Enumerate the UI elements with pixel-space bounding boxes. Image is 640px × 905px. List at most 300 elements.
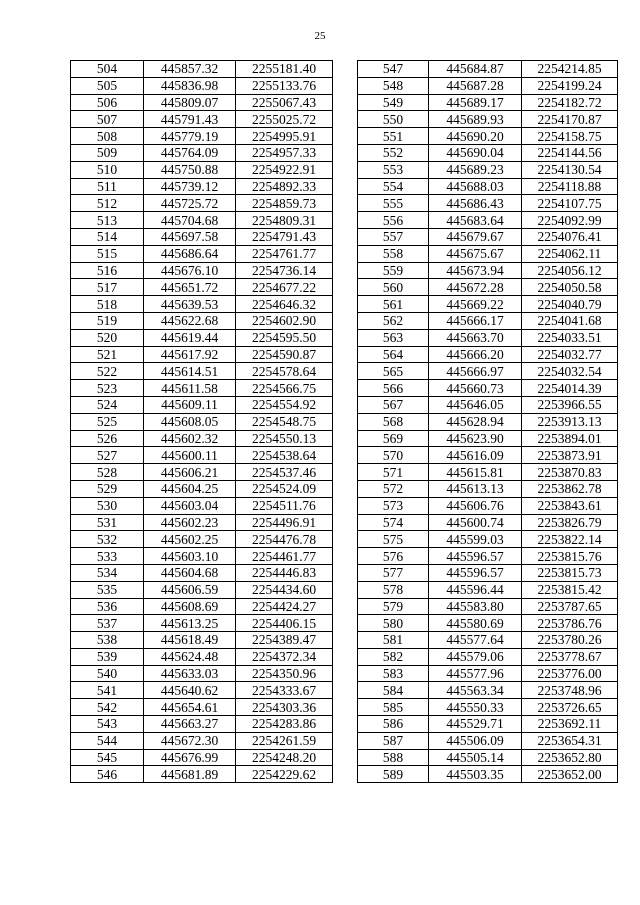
y-coordinate-cell: 2254333.67 [236,682,333,699]
table-row [71,245,333,262]
x-coordinate-cell: 445606.76 [429,497,522,514]
point-number-cell: 540 [71,665,144,682]
y-coordinate-cell: 2254056.12 [522,262,618,279]
point-number-cell: 531 [71,514,144,531]
table-row [358,329,618,346]
point-number-cell: 557 [358,228,429,245]
table-row [71,531,333,548]
y-coordinate-cell: 2253815.42 [522,581,618,598]
x-coordinate-cell: 445613.13 [429,480,522,497]
point-number-cell: 577 [358,564,429,581]
y-coordinate-cell: 2254476.78 [236,531,333,548]
y-coordinate-cell: 2254350.96 [236,665,333,682]
table-row [71,514,333,531]
table-row [71,195,333,212]
x-coordinate-cell: 445617.92 [144,346,236,363]
x-coordinate-cell: 445599.03 [429,531,522,548]
y-coordinate-cell: 2254859.73 [236,195,333,212]
y-coordinate-cell: 2254229.62 [236,766,333,783]
point-number-cell: 570 [358,447,429,464]
x-coordinate-cell: 445628.94 [429,413,522,430]
table-row [71,380,333,397]
x-coordinate-cell: 445616.09 [429,447,522,464]
y-coordinate-cell: 2253873.91 [522,447,618,464]
y-coordinate-cell: 2255181.40 [236,61,333,78]
x-coordinate-cell: 445529.71 [429,716,522,733]
table-row [358,766,618,783]
point-number-cell: 529 [71,480,144,497]
x-coordinate-cell: 445764.09 [144,144,236,161]
y-coordinate-cell: 2254406.15 [236,615,333,632]
x-coordinate-cell: 445583.80 [429,598,522,615]
table-row [358,228,618,245]
x-coordinate-cell: 445666.17 [429,312,522,329]
table-row [358,245,618,262]
x-coordinate-cell: 445660.73 [429,380,522,397]
table-row [71,548,333,565]
table-row [358,61,618,78]
table-row [358,380,618,397]
table-row [358,598,618,615]
point-number-cell: 520 [71,329,144,346]
x-coordinate-cell: 445809.07 [144,94,236,111]
x-coordinate-cell: 445613.25 [144,615,236,632]
x-coordinate-cell: 445651.72 [144,279,236,296]
table-row [71,363,333,380]
point-number-cell: 559 [358,262,429,279]
table-row [71,312,333,329]
x-coordinate-cell: 445688.03 [429,178,522,195]
table-row [71,329,333,346]
y-coordinate-cell: 2254602.90 [236,312,333,329]
table-row [71,262,333,279]
point-number-cell: 534 [71,564,144,581]
table-row [71,598,333,615]
table-row [358,497,618,514]
y-coordinate-cell: 2254677.22 [236,279,333,296]
x-coordinate-cell: 445672.28 [429,279,522,296]
x-coordinate-cell: 445689.17 [429,94,522,111]
table-row [358,581,618,598]
table-row [358,77,618,94]
x-coordinate-cell: 445676.10 [144,262,236,279]
x-coordinate-cell: 445619.44 [144,329,236,346]
point-number-cell: 552 [358,144,429,161]
y-coordinate-cell: 2254107.75 [522,195,618,212]
point-number-cell: 521 [71,346,144,363]
y-coordinate-cell: 2253652.80 [522,749,618,766]
table-row [358,480,618,497]
table-row [71,144,333,161]
x-coordinate-cell: 445673.94 [429,262,522,279]
y-coordinate-cell: 2254283.86 [236,716,333,733]
point-number-cell: 516 [71,262,144,279]
x-coordinate-cell: 445791.43 [144,111,236,128]
table-row [358,699,618,716]
coordinates-table-right [357,60,618,783]
table-row [358,682,618,699]
y-coordinate-cell: 2254182.72 [522,94,618,111]
point-number-cell: 515 [71,245,144,262]
y-coordinate-cell: 2253966.55 [522,396,618,413]
point-number-cell: 512 [71,195,144,212]
y-coordinate-cell: 2253654.31 [522,732,618,749]
y-coordinate-cell: 2254214.85 [522,61,618,78]
x-coordinate-cell: 445596.57 [429,548,522,565]
x-coordinate-cell: 445563.34 [429,682,522,699]
y-coordinate-cell: 2254076.41 [522,228,618,245]
point-number-cell: 528 [71,464,144,481]
table-row [358,413,618,430]
point-number-cell: 508 [71,128,144,145]
point-number-cell: 505 [71,77,144,94]
table-row [71,346,333,363]
point-number-cell: 511 [71,178,144,195]
x-coordinate-cell: 445687.28 [429,77,522,94]
point-number-cell: 579 [358,598,429,615]
point-number-cell: 522 [71,363,144,380]
point-number-cell: 542 [71,699,144,716]
table-row [71,648,333,665]
y-coordinate-cell: 2254461.77 [236,548,333,565]
x-coordinate-cell: 445836.98 [144,77,236,94]
x-coordinate-cell: 445663.27 [144,716,236,733]
y-coordinate-cell: 2254590.87 [236,346,333,363]
y-coordinate-cell: 2254424.27 [236,598,333,615]
table-row [71,212,333,229]
y-coordinate-cell: 2255067.43 [236,94,333,111]
table-row [71,665,333,682]
x-coordinate-cell: 445624.48 [144,648,236,665]
point-number-cell: 563 [358,329,429,346]
point-number-cell: 561 [358,296,429,313]
y-coordinate-cell: 2254554.92 [236,396,333,413]
y-coordinate-cell: 2253780.26 [522,632,618,649]
y-coordinate-cell: 2254446.83 [236,564,333,581]
y-coordinate-cell: 2254511.76 [236,497,333,514]
table-row [71,564,333,581]
point-number-cell: 504 [71,61,144,78]
x-coordinate-cell: 445606.21 [144,464,236,481]
table-row [358,548,618,565]
y-coordinate-cell: 2254809.31 [236,212,333,229]
y-coordinate-cell: 2254248.20 [236,749,333,766]
y-coordinate-cell: 2253822.14 [522,531,618,548]
table-row [358,111,618,128]
table-row [358,262,618,279]
table-row [71,279,333,296]
x-coordinate-cell: 445622.68 [144,312,236,329]
table-row [358,178,618,195]
x-coordinate-cell: 445577.64 [429,632,522,649]
y-coordinate-cell: 2255133.76 [236,77,333,94]
point-number-cell: 564 [358,346,429,363]
y-coordinate-cell: 2254144.56 [522,144,618,161]
point-number-cell: 548 [358,77,429,94]
y-coordinate-cell: 2254595.50 [236,329,333,346]
table-row [358,296,618,313]
table-row [358,161,618,178]
point-number-cell: 507 [71,111,144,128]
table-row [71,128,333,145]
point-number-cell: 578 [358,581,429,598]
x-coordinate-cell: 445577.96 [429,665,522,682]
x-coordinate-cell: 445615.81 [429,464,522,481]
x-coordinate-cell: 445686.64 [144,245,236,262]
y-coordinate-cell: 2253843.61 [522,497,618,514]
x-coordinate-cell: 445684.87 [429,61,522,78]
x-coordinate-cell: 445676.99 [144,749,236,766]
table-row [71,749,333,766]
y-coordinate-cell: 2254537.46 [236,464,333,481]
point-number-cell: 562 [358,312,429,329]
x-coordinate-cell: 445550.33 [429,699,522,716]
y-coordinate-cell: 2254158.75 [522,128,618,145]
table-row [358,531,618,548]
point-number-cell: 530 [71,497,144,514]
y-coordinate-cell: 2254892.33 [236,178,333,195]
x-coordinate-cell: 445669.22 [429,296,522,313]
x-coordinate-cell: 445679.67 [429,228,522,245]
table-row [358,464,618,481]
table-row [71,766,333,783]
x-coordinate-cell: 445690.04 [429,144,522,161]
x-coordinate-cell: 445690.20 [429,128,522,145]
x-coordinate-cell: 445596.44 [429,581,522,598]
point-number-cell: 582 [358,648,429,665]
point-number-cell: 524 [71,396,144,413]
x-coordinate-cell: 445602.23 [144,514,236,531]
y-coordinate-cell: 2254050.58 [522,279,618,296]
point-number-cell: 514 [71,228,144,245]
table-row [358,716,618,733]
table-row [71,430,333,447]
table-row [358,144,618,161]
x-coordinate-cell: 445666.20 [429,346,522,363]
x-coordinate-cell: 445623.90 [429,430,522,447]
x-coordinate-cell: 445614.51 [144,363,236,380]
y-coordinate-cell: 2254550.13 [236,430,333,447]
point-number-cell: 571 [358,464,429,481]
table-row [358,749,618,766]
table-row [358,346,618,363]
point-number-cell: 558 [358,245,429,262]
point-number-cell: 566 [358,380,429,397]
x-coordinate-cell: 445654.61 [144,699,236,716]
table-row [358,396,618,413]
table-row [71,396,333,413]
x-coordinate-cell: 445672.30 [144,732,236,749]
point-number-cell: 575 [358,531,429,548]
y-coordinate-cell: 2253815.73 [522,564,618,581]
point-number-cell: 527 [71,447,144,464]
x-coordinate-cell: 445689.23 [429,161,522,178]
table-row [71,497,333,514]
y-coordinate-cell: 2254791.43 [236,228,333,245]
y-coordinate-cell: 2253862.78 [522,480,618,497]
point-number-cell: 513 [71,212,144,229]
y-coordinate-cell: 2253692.11 [522,716,618,733]
table-row [358,648,618,665]
x-coordinate-cell: 445602.32 [144,430,236,447]
point-number-cell: 589 [358,766,429,783]
table-row [358,279,618,296]
point-number-cell: 569 [358,430,429,447]
x-coordinate-cell: 445604.68 [144,564,236,581]
table-row [71,480,333,497]
x-coordinate-cell: 445750.88 [144,161,236,178]
point-number-cell: 551 [358,128,429,145]
y-coordinate-cell: 2253870.83 [522,464,618,481]
y-coordinate-cell: 2254014.39 [522,380,618,397]
table-row [358,94,618,111]
x-coordinate-cell: 445609.11 [144,396,236,413]
x-coordinate-cell: 445633.03 [144,665,236,682]
x-coordinate-cell: 445600.11 [144,447,236,464]
y-coordinate-cell: 2254372.34 [236,648,333,665]
table-row [71,615,333,632]
point-number-cell: 525 [71,413,144,430]
x-coordinate-cell: 445579.06 [429,648,522,665]
y-coordinate-cell: 2254040.79 [522,296,618,313]
point-number-cell: 581 [358,632,429,649]
x-coordinate-cell: 445580.69 [429,615,522,632]
page-number: 25 [314,30,326,42]
y-coordinate-cell: 2254033.51 [522,329,618,346]
point-number-cell: 526 [71,430,144,447]
point-number-cell: 536 [71,598,144,615]
point-number-cell: 555 [358,195,429,212]
table-row [358,212,618,229]
point-number-cell: 567 [358,396,429,413]
table-row [71,77,333,94]
table-row [71,111,333,128]
x-coordinate-cell: 445603.10 [144,548,236,565]
point-number-cell: 539 [71,648,144,665]
point-number-cell: 538 [71,632,144,649]
y-coordinate-cell: 2254524.09 [236,480,333,497]
point-number-cell: 509 [71,144,144,161]
table-row [71,682,333,699]
x-coordinate-cell: 445505.14 [429,749,522,766]
x-coordinate-cell: 445675.67 [429,245,522,262]
coordinates-table-left [70,60,333,783]
y-coordinate-cell: 2254736.14 [236,262,333,279]
table-row [358,665,618,682]
table-row [71,732,333,749]
point-number-cell: 588 [358,749,429,766]
y-coordinate-cell: 2254032.54 [522,363,618,380]
x-coordinate-cell: 445506.09 [429,732,522,749]
y-coordinate-cell: 2254995.91 [236,128,333,145]
table-row [71,228,333,245]
x-coordinate-cell: 445596.57 [429,564,522,581]
x-coordinate-cell: 445608.69 [144,598,236,615]
point-number-cell: 510 [71,161,144,178]
point-number-cell: 576 [358,548,429,565]
point-number-cell: 532 [71,531,144,548]
table-row [71,699,333,716]
point-number-cell: 517 [71,279,144,296]
y-coordinate-cell: 2254118.88 [522,178,618,195]
y-coordinate-cell: 2254922.91 [236,161,333,178]
x-coordinate-cell: 445857.32 [144,61,236,78]
table-row [71,716,333,733]
y-coordinate-cell: 2253913.13 [522,413,618,430]
y-coordinate-cell: 2254566.75 [236,380,333,397]
point-number-cell: 585 [358,699,429,716]
x-coordinate-cell: 445725.72 [144,195,236,212]
x-coordinate-cell: 445640.62 [144,682,236,699]
x-coordinate-cell: 445689.93 [429,111,522,128]
point-number-cell: 550 [358,111,429,128]
point-number-cell: 572 [358,480,429,497]
point-number-cell: 543 [71,716,144,733]
y-coordinate-cell: 2254646.32 [236,296,333,313]
y-coordinate-cell: 2254548.75 [236,413,333,430]
y-coordinate-cell: 2253776.00 [522,665,618,682]
x-coordinate-cell: 445646.05 [429,396,522,413]
point-number-cell: 584 [358,682,429,699]
y-coordinate-cell: 2254303.36 [236,699,333,716]
point-number-cell: 541 [71,682,144,699]
point-number-cell: 553 [358,161,429,178]
table-row [71,632,333,649]
y-coordinate-cell: 2253826.79 [522,514,618,531]
table-row [71,447,333,464]
y-coordinate-cell: 2254041.68 [522,312,618,329]
point-number-cell: 580 [358,615,429,632]
point-number-cell: 533 [71,548,144,565]
table-row [358,128,618,145]
x-coordinate-cell: 445503.35 [429,766,522,783]
y-coordinate-cell: 2253786.76 [522,615,618,632]
y-coordinate-cell: 2253726.65 [522,699,618,716]
y-coordinate-cell: 2254496.91 [236,514,333,531]
point-number-cell: 518 [71,296,144,313]
table-row [358,615,618,632]
y-coordinate-cell: 2254199.24 [522,77,618,94]
y-coordinate-cell: 2253815.76 [522,548,618,565]
y-coordinate-cell: 2254261.59 [236,732,333,749]
x-coordinate-cell: 445611.58 [144,380,236,397]
y-coordinate-cell: 2253748.96 [522,682,618,699]
x-coordinate-cell: 445606.59 [144,581,236,598]
table-row [71,581,333,598]
y-coordinate-cell: 2254130.54 [522,161,618,178]
y-coordinate-cell: 2254434.60 [236,581,333,598]
x-coordinate-cell: 445779.19 [144,128,236,145]
point-number-cell: 554 [358,178,429,195]
point-number-cell: 519 [71,312,144,329]
point-number-cell: 560 [358,279,429,296]
y-coordinate-cell: 2254170.87 [522,111,618,128]
table-row [71,464,333,481]
table-row [71,161,333,178]
x-coordinate-cell: 445602.25 [144,531,236,548]
point-number-cell: 546 [71,766,144,783]
table-row [358,363,618,380]
x-coordinate-cell: 445603.04 [144,497,236,514]
point-number-cell: 523 [71,380,144,397]
point-number-cell: 574 [358,514,429,531]
x-coordinate-cell: 445686.43 [429,195,522,212]
x-coordinate-cell: 445639.53 [144,296,236,313]
point-number-cell: 547 [358,61,429,78]
point-number-cell: 537 [71,615,144,632]
table-row [358,312,618,329]
point-number-cell: 573 [358,497,429,514]
